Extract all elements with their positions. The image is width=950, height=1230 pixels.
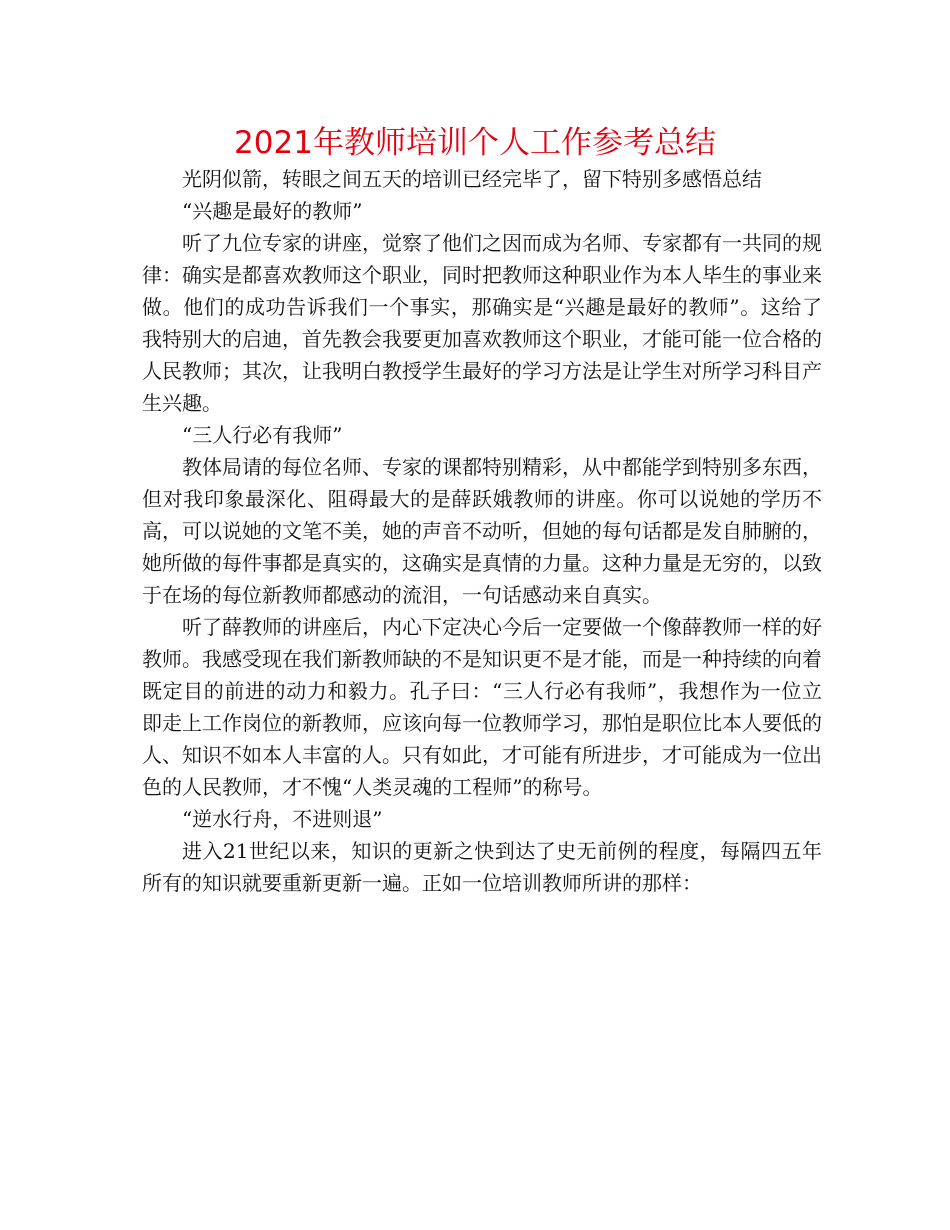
paragraph-interest: 听了九位专家的讲座，觉察了他们之因而成为名师、专家都有一共同的规律：确实是都喜欢教师这个职业，同时把教师这种职业作为本人毕生的事业来做。他们的成功告诉我们一个事实，那确实是“兴趣是最好的教师”。这给了我特别大的启迪，首先教会我要更加喜欢教师这个职业，才能可能一位合格的人民教师；其次，让我明白教授学生最好的学习方法是让学生对所学习科目产生兴趣。 bbox=[142, 231, 822, 415]
paragraph-knowledge: 进入21世纪以来，知识的更新之快到达了史无前例的程度，每隔四五年所有的知识就要重新更新一遍。正如一位培训教师所讲的那样： bbox=[142, 839, 822, 895]
document-body bbox=[142, 163, 822, 899]
document-title: 2021年教师培训个人工作参考总结 bbox=[234, 125, 716, 161]
section-heading-upstream: “逆水行舟，不进则退” bbox=[182, 807, 383, 831]
paragraph-lecture: 教体局请的每位名师、专家的课都特别精彩，从中都能学到特别多东西，但对我印象最深化、阻碍最大的是薛跃娥教师的讲座。你可以说她的学历不高，可以说她的文笔不美，她的声音不动听，但她的每句话都是发自肺腑的，她所做的每件事都是真实的，这确实是真情的力量。这种力量是无穷的，以致于在场的每位新教师都感动的流泪，一句话感动来自真实。 bbox=[142, 455, 822, 607]
section-heading-three-people: “三人行必有我师” bbox=[182, 423, 343, 447]
paragraph-intro: 光阴似箭，转眼之间五天的培训已经完毕了，留下特别多感悟总结 bbox=[182, 167, 762, 191]
section-heading-interest: “兴趣是最好的教师” bbox=[182, 199, 363, 223]
paragraph-reflection: 听了薛教师的讲座后，内心下定决心今后一定要做一个像薛教师一样的好教师。我感受现在我们新教师缺的不是知识更不是才能，而是一种持续的向着既定目的前进的动力和毅力。孔子曰：“三人行必有我师”，我想作为一位立即走上工作岗位的新教师，应该向每一位教师学习，那怕是职位比本人要低的人、知识不如本人丰富的人。只有如此，才可能有所进步，才可能成为一位出色的人民教师，才不愧“人类灵魂的工程师”的称号。 bbox=[142, 615, 822, 799]
